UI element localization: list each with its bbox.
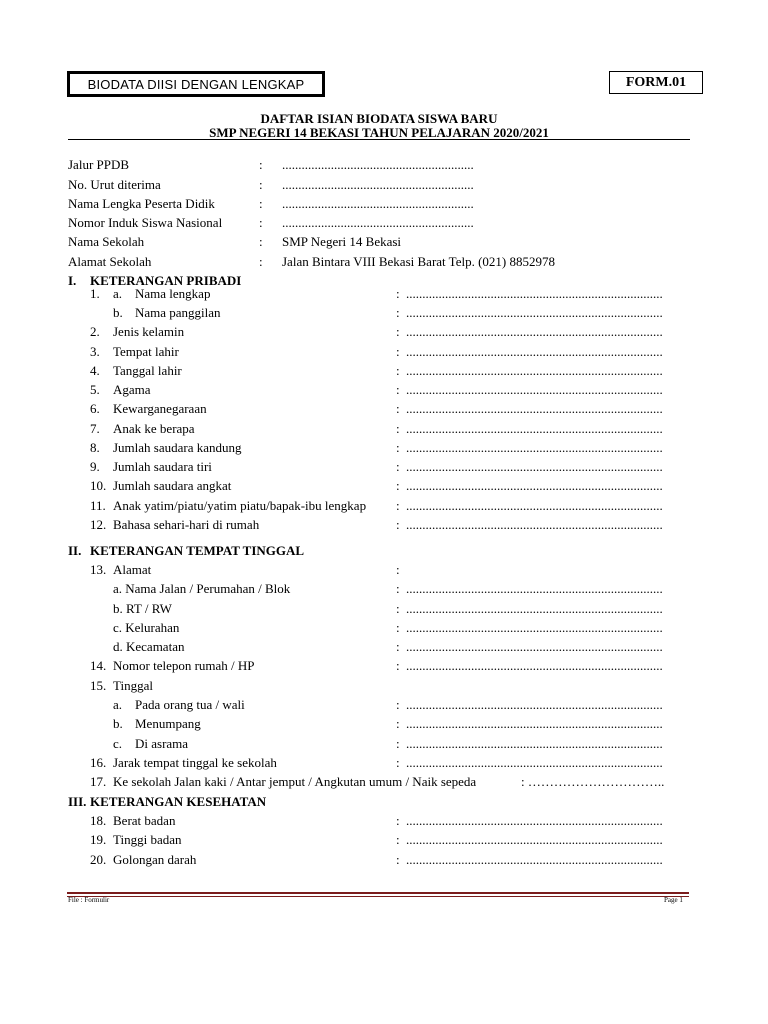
field-label: No. Urut diterima bbox=[68, 177, 161, 192]
item-colon: : bbox=[396, 736, 400, 751]
item-label: Kewarganegaraan bbox=[113, 401, 207, 416]
field-value[interactable]: ........................................................... bbox=[282, 215, 474, 230]
footer-page-label: Page 1 bbox=[664, 896, 683, 904]
instruction-box bbox=[67, 71, 325, 97]
item-number: 10. bbox=[90, 478, 107, 493]
item-entry-dots[interactable]: ............................................................................... bbox=[406, 581, 663, 596]
item-number: 14. bbox=[90, 658, 107, 673]
item-entry-dots[interactable]: ............................................................................... bbox=[406, 620, 663, 635]
item-label: Jarak tempat tinggal ke sekolah bbox=[113, 755, 277, 770]
item-number: 17. bbox=[90, 774, 107, 789]
item-number: 15. bbox=[90, 678, 107, 693]
section-number: I. bbox=[68, 273, 77, 288]
item-number: 1. bbox=[90, 286, 100, 301]
item-number: 19. bbox=[90, 832, 107, 847]
field-colon: : bbox=[259, 215, 263, 230]
item-entry-dots[interactable]: ............................................................................... bbox=[406, 852, 663, 867]
item-colon: : bbox=[396, 562, 400, 577]
item-colon: : bbox=[396, 324, 400, 339]
item-entry-dots[interactable]: ............................................................................... bbox=[406, 697, 663, 712]
section-title: KETERANGAN KESEHATAN bbox=[90, 794, 267, 809]
footer-divider-thin bbox=[67, 896, 689, 897]
item-label: Jumlah saudara kandung bbox=[113, 440, 242, 455]
item-label: Menumpang bbox=[135, 716, 201, 731]
field-colon: : bbox=[259, 157, 263, 172]
item-entry-dots[interactable]: ............................................................................... bbox=[406, 459, 663, 474]
item-entry-dots[interactable]: ............................................................................... bbox=[406, 498, 663, 513]
item-entry-dots[interactable]: ............................................................................... bbox=[406, 716, 663, 731]
item-entry-dots[interactable]: ............................................................................... bbox=[406, 401, 663, 416]
item-label: Golongan darah bbox=[113, 852, 197, 867]
item-colon: : bbox=[396, 716, 400, 731]
field-label: Alamat Sekolah bbox=[68, 254, 152, 269]
item-label: Nomor telepon rumah / HP bbox=[113, 658, 255, 673]
field-label: Nama Lengka Peserta Didik bbox=[68, 196, 215, 211]
item-colon: : bbox=[396, 620, 400, 635]
field-value[interactable]: Jalan Bintara VIII Bekasi Barat Telp. (021) 8852978 bbox=[282, 254, 555, 269]
item-colon: : bbox=[396, 363, 400, 378]
field-label: Nama Sekolah bbox=[68, 234, 145, 249]
item-colon: : bbox=[396, 697, 400, 712]
item-colon: : bbox=[396, 498, 400, 513]
item-entry-dots[interactable]: ............................................................................... bbox=[406, 286, 663, 301]
item-colon: : bbox=[396, 286, 400, 301]
item-colon: : bbox=[396, 440, 400, 455]
item-label: Alamat bbox=[113, 562, 152, 577]
item-number: 5. bbox=[90, 382, 100, 397]
item-entry-dots[interactable]: ............................................................................... bbox=[406, 639, 663, 654]
item-colon: : bbox=[396, 421, 400, 436]
item-colon: : bbox=[396, 305, 400, 320]
item-entry-dots[interactable]: ............................................................................... bbox=[406, 736, 663, 751]
document-title: DAFTAR ISIAN BIODATA SISWA BARU bbox=[260, 111, 498, 126]
item-entry-dots[interactable]: ............................................................................... bbox=[406, 324, 663, 339]
field-value[interactable]: ........................................................... bbox=[282, 157, 474, 172]
item-number: 4. bbox=[90, 363, 100, 378]
item-colon: : bbox=[396, 517, 400, 532]
item-label: Jumlah saudara angkat bbox=[113, 478, 232, 493]
section-number: II. bbox=[68, 543, 82, 558]
field-colon: : bbox=[259, 254, 263, 269]
form-code-box bbox=[609, 71, 703, 94]
item-entry-dots[interactable]: ............................................................................... bbox=[406, 305, 663, 320]
item-entry-dots[interactable]: ............................................................................... bbox=[406, 601, 663, 616]
item-entry-dots[interactable]: ............................................................................... bbox=[406, 478, 663, 493]
item-entry-dots[interactable]: ............................................................................... bbox=[406, 363, 663, 378]
item-number: 7. bbox=[90, 421, 100, 436]
item-sub-letter: b. bbox=[113, 305, 123, 320]
item-label: Nama panggilan bbox=[135, 305, 221, 320]
item-label: Anak yatim/piatu/yatim piatu/bapak-ibu lengkap bbox=[113, 498, 367, 513]
item-number: 13. bbox=[90, 562, 107, 577]
item-entry-dots[interactable]: ............................................................................... bbox=[406, 517, 663, 532]
item-number: 8. bbox=[90, 440, 100, 455]
item-colon: : bbox=[396, 639, 400, 654]
section-title: KETERANGAN TEMPAT TINGGAL bbox=[90, 543, 305, 558]
field-value[interactable]: ........................................................... bbox=[282, 177, 474, 192]
item-number: 11. bbox=[90, 498, 106, 513]
instruction-text: BIODATA DIISI DENGAN LENGKAP bbox=[87, 76, 305, 92]
item-sub-letter: c. bbox=[113, 736, 123, 751]
item-number: 3. bbox=[90, 344, 100, 359]
field-colon: : bbox=[259, 234, 263, 249]
field-label: Jalur PPDB bbox=[68, 157, 130, 172]
item-label: Ke sekolah Jalan kaki / Antar jemput / Angkutan umum / Naik sepeda bbox=[113, 774, 477, 789]
item-colon: : bbox=[396, 813, 400, 828]
item-entry-dots[interactable]: ............................................................................... bbox=[406, 813, 663, 828]
item-entry-dots[interactable]: ............................................................................... bbox=[406, 755, 663, 770]
item-number: 6. bbox=[90, 401, 100, 416]
item-number: 12. bbox=[90, 517, 107, 532]
section-title: KETERANGAN PRIBADI bbox=[90, 273, 242, 288]
item-label: Tinggal bbox=[113, 678, 153, 693]
field-colon: : bbox=[259, 196, 263, 211]
footer-file-label: File : Formulir bbox=[68, 896, 110, 904]
item-colon: : bbox=[396, 601, 400, 616]
item-label: Tinggi badan bbox=[113, 832, 182, 847]
item-number: 2. bbox=[90, 324, 100, 339]
item-entry-dots[interactable]: : ………………………….. bbox=[521, 774, 665, 789]
item-label: Anak ke berapa bbox=[113, 421, 195, 436]
item-colon: : bbox=[396, 382, 400, 397]
item-label: Berat badan bbox=[113, 813, 176, 828]
item-label: c. Kelurahan bbox=[113, 620, 180, 635]
item-colon: : bbox=[396, 459, 400, 474]
field-value[interactable]: SMP Negeri 14 Bekasi bbox=[282, 234, 402, 249]
section-number: III. bbox=[68, 794, 87, 809]
item-number: 18. bbox=[90, 813, 107, 828]
item-label: a. Nama Jalan / Perumahan / Blok bbox=[113, 581, 291, 596]
item-label: Agama bbox=[113, 382, 151, 397]
item-entry-dots[interactable]: ............................................................................... bbox=[406, 832, 663, 847]
item-sub-letter: a. bbox=[113, 697, 123, 712]
item-sub-letter: a. bbox=[113, 286, 123, 301]
item-label: Tanggal lahir bbox=[113, 363, 182, 378]
item-label: d. Kecamatan bbox=[113, 639, 185, 654]
item-entry-dots[interactable]: ............................................................................... bbox=[406, 421, 663, 436]
item-colon: : bbox=[396, 832, 400, 847]
item-colon: : bbox=[396, 658, 400, 673]
form-code: FORM.01 bbox=[625, 74, 687, 90]
item-number: 20. bbox=[90, 852, 107, 867]
item-label: Tempat lahir bbox=[113, 344, 179, 359]
field-value[interactable]: ........................................................... bbox=[282, 196, 474, 211]
document-subtitle: SMP NEGERI 14 BEKASI TAHUN PELAJARAN 2020/2021 bbox=[209, 125, 549, 140]
item-colon: : bbox=[396, 478, 400, 493]
item-label: Pada orang tua / wali bbox=[135, 697, 245, 712]
title-divider bbox=[68, 139, 690, 140]
item-entry-dots[interactable]: ............................................................................... bbox=[406, 658, 663, 673]
item-colon: : bbox=[396, 852, 400, 867]
item-colon: : bbox=[396, 581, 400, 596]
item-number: 16. bbox=[90, 755, 107, 770]
field-label: Nomor Induk Siswa Nasional bbox=[68, 215, 223, 230]
item-label: b. RT / RW bbox=[113, 601, 172, 616]
item-entry-dots[interactable]: ............................................................................... bbox=[406, 440, 663, 455]
field-colon: : bbox=[259, 177, 263, 192]
item-entry-dots[interactable]: ............................................................................... bbox=[406, 344, 663, 359]
item-colon: : bbox=[396, 401, 400, 416]
item-sub-letter: b. bbox=[113, 716, 123, 731]
item-label: Bahasa sehari-hari di rumah bbox=[113, 517, 260, 532]
item-label: Di asrama bbox=[135, 736, 189, 751]
item-number: 9. bbox=[90, 459, 100, 474]
footer-divider bbox=[67, 892, 689, 894]
item-colon: : bbox=[396, 344, 400, 359]
item-colon: : bbox=[396, 755, 400, 770]
item-entry-dots[interactable]: ............................................................................... bbox=[406, 382, 663, 397]
item-label: Jenis kelamin bbox=[113, 324, 185, 339]
item-label: Nama lengkap bbox=[135, 286, 211, 301]
item-label: Jumlah saudara tiri bbox=[113, 459, 212, 474]
